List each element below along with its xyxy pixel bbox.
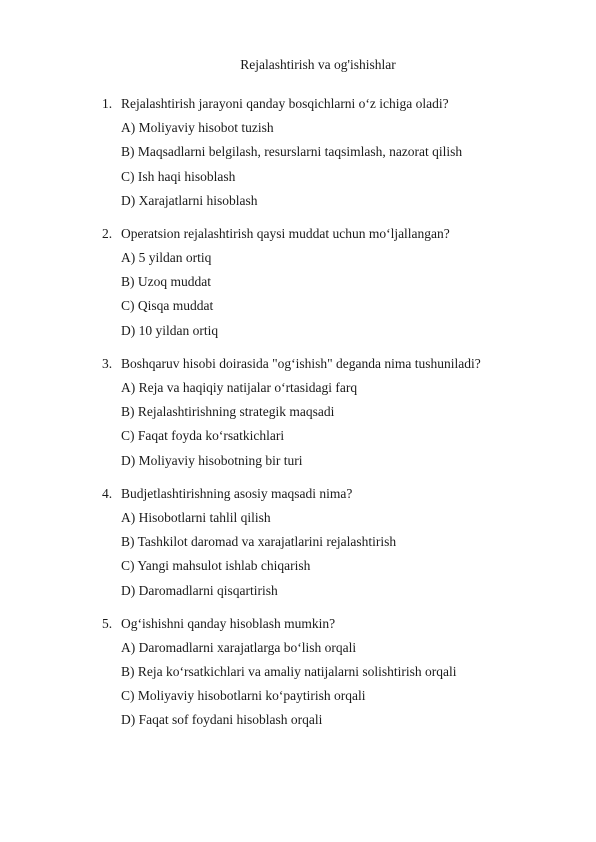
answer-option-b: B) Rejalashtirishning strategik maqsadi xyxy=(121,404,335,420)
answer-option-a: A) 5 yildan ortiq xyxy=(121,249,212,265)
question-text: Boshqaruv hisobi doirasida "og‘ishish" deganda nima tushuniladi? xyxy=(121,355,481,371)
answer-option-c: C) Faqat foyda ko‘rsatkichlari xyxy=(121,428,285,444)
question-text: Operatsion rejalashtirish qaysi muddat uchun mo‘ljallangan? xyxy=(121,225,450,241)
answer-option-d: D) 10 yildan ortiq xyxy=(121,322,219,338)
answer-option-b: B) Maqsadlarni belgilash, resurslarni taqsimlash, nazorat qilish xyxy=(121,144,463,160)
answer-option-b: B) Uzoq muddat xyxy=(121,274,211,290)
answer-option-c: C) Qisqa muddat xyxy=(121,298,214,314)
question-list xyxy=(102,95,572,744)
question-text: Budjetlashtirishning asosiy maqsadi nima? xyxy=(121,485,353,501)
question-text: Og‘ishishni qanday hisoblash mumkin? xyxy=(121,615,336,631)
document-title: Rejalashtirish va og'ishishlar xyxy=(240,57,396,72)
answer-options xyxy=(121,379,572,469)
answer-option-c: C) Yangi mahsulot ishlab chiqarish xyxy=(121,558,311,574)
answer-options xyxy=(121,509,572,599)
answer-option-a: A) Reja va haqiqiy natijalar o‘rtasidagi farq xyxy=(121,379,358,395)
answer-options xyxy=(121,249,572,339)
question-2 xyxy=(102,225,572,339)
question-number: 3. xyxy=(102,355,113,371)
answer-options xyxy=(121,639,572,729)
answer-option-d: D) Daromadlarni qisqartirish xyxy=(121,582,278,598)
question-3 xyxy=(102,355,572,469)
answer-option-c: C) Ish haqi hisoblash xyxy=(121,168,236,184)
answer-option-a: A) Hisobotlarni tahlil qilish xyxy=(121,509,271,525)
answer-option-b: B) Reja ko‘rsatkichlari va amaliy natijalarni solishtirish orqali xyxy=(121,663,457,679)
question-number: 2. xyxy=(102,225,113,241)
question-1 xyxy=(102,95,572,209)
answer-option-d: D) Moliyaviy hisobotning bir turi xyxy=(121,452,303,468)
question-5 xyxy=(102,615,572,729)
answer-option-a: A) Moliyaviy hisobot tuzish xyxy=(121,120,274,135)
answer-options xyxy=(121,119,572,209)
question-number: 5. xyxy=(102,615,113,631)
answer-option-d: D) Faqat sof foydani hisoblash orqali xyxy=(121,712,323,728)
question-text: Rejalashtirish jarayoni qanday bosqichlarni o‘z ichiga oladi? xyxy=(121,96,449,111)
answer-option-c: C) Moliyaviy hisobotlarni ko‘paytirish orqali xyxy=(121,688,366,704)
question-4 xyxy=(102,485,572,599)
answer-option-d: D) Xarajatlarni hisoblash xyxy=(121,192,258,208)
question-number: 1. xyxy=(102,96,113,111)
question-number: 4. xyxy=(102,485,113,501)
answer-option-a: A) Daromadlarni xarajatlarga bo‘lish orqali xyxy=(121,639,357,655)
answer-option-b: B) Tashkilot daromad va xarajatlarini rejalashtirish xyxy=(121,533,397,549)
